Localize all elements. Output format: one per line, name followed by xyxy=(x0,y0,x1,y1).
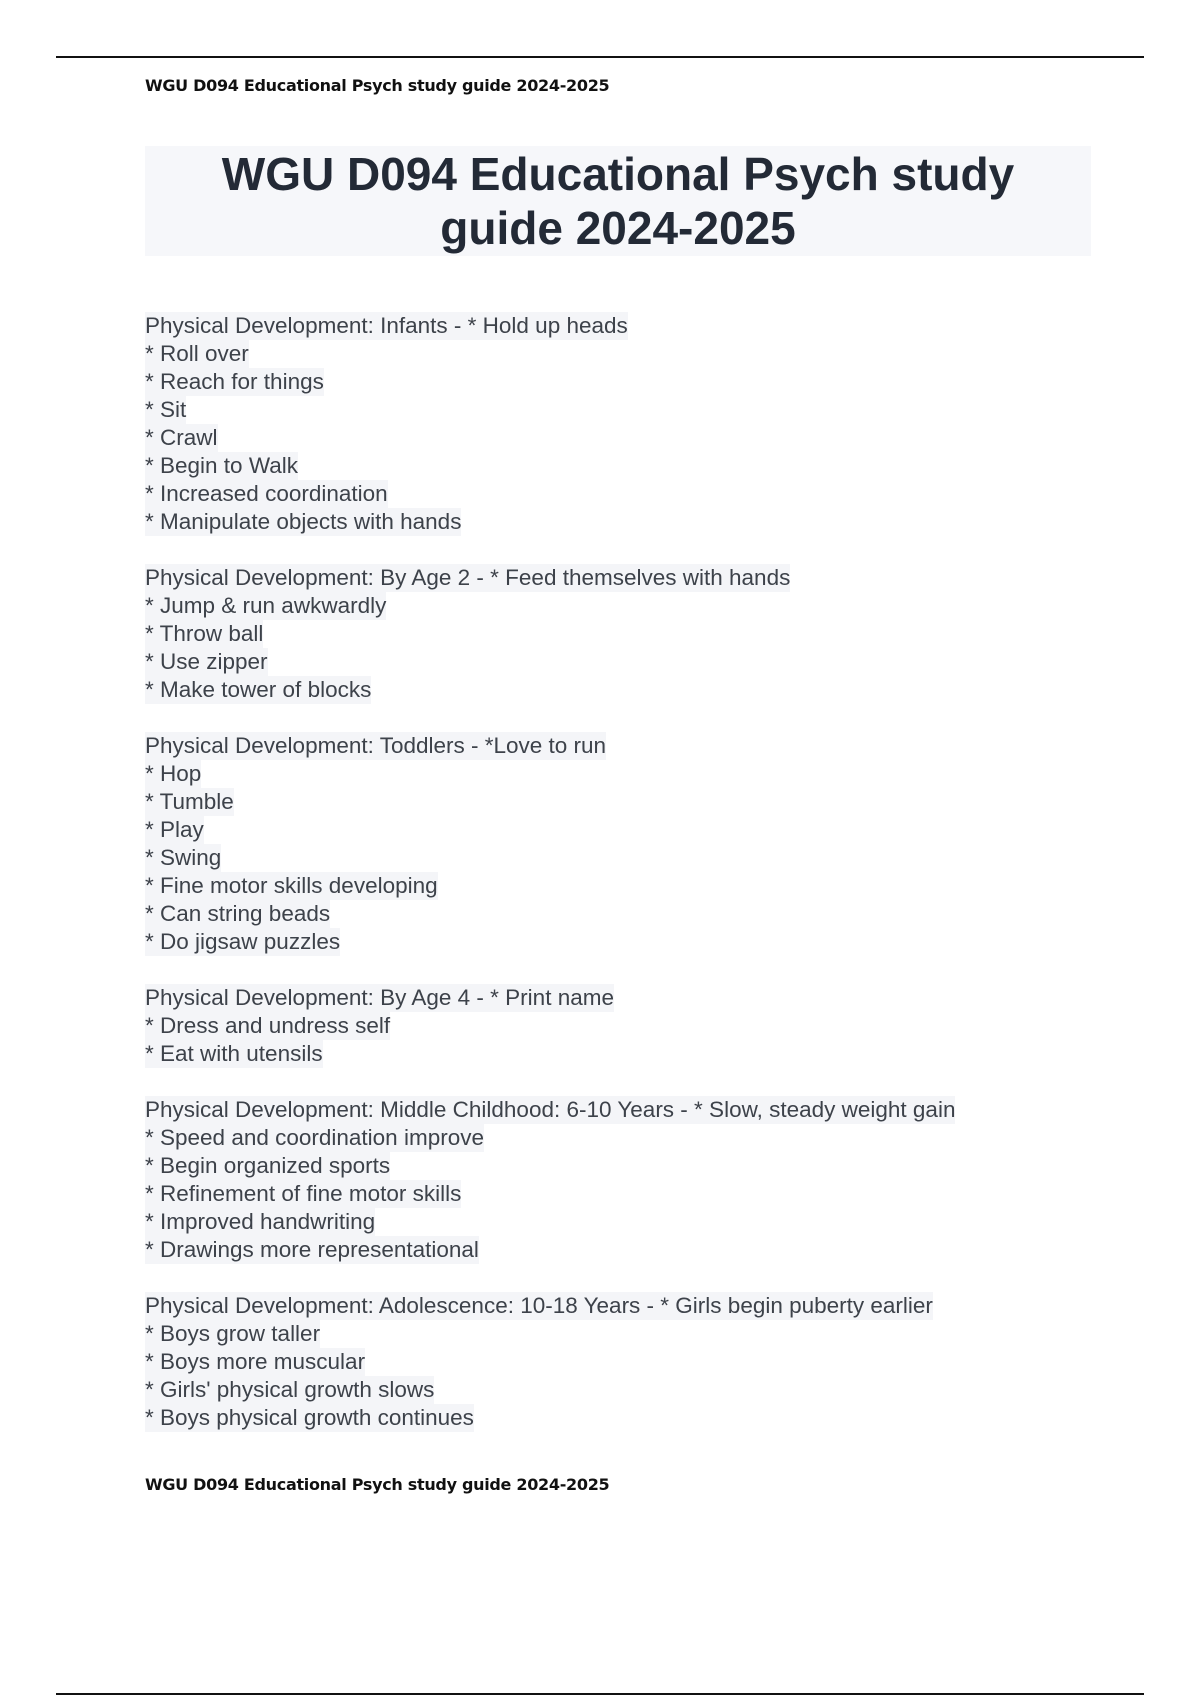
bullet-line: * Boys grow taller xyxy=(145,1321,321,1346)
bullet-line: * Dress and undress self xyxy=(145,1013,391,1038)
section-heading-line: Physical Development: By Age 4 - * Print name xyxy=(145,985,614,1010)
running-header: WGU D094 Educational Psych study guide 2024-2025 xyxy=(145,76,610,95)
bullet-line: * Begin to Walk xyxy=(145,453,298,478)
section-age-2 xyxy=(145,564,1125,704)
running-footer: WGU D094 Educational Psych study guide 2024-2025 xyxy=(145,1475,610,1494)
section-heading-line: Physical Development: Infants - * Hold up heads xyxy=(145,313,628,338)
section-middle-childhood xyxy=(145,1096,1125,1264)
bullet-line: * Sit xyxy=(145,397,187,422)
bullet-line: * Throw ball xyxy=(145,621,264,646)
section-heading-line: Physical Development: Adolescence: 10-18 Years - * Girls begin puberty earlier xyxy=(145,1293,933,1318)
section-toddlers xyxy=(145,732,1125,956)
bullet-line: * Boys physical growth continues xyxy=(145,1405,474,1430)
page-title: WGU D094 Educational Psych study guide 2024-2025 xyxy=(221,148,1015,254)
bullet-line: * Tumble xyxy=(145,789,234,814)
title-banner xyxy=(145,146,1091,256)
section-infants xyxy=(145,312,1125,536)
section-age-4 xyxy=(145,984,1125,1068)
bullet-line: * Boys more muscular xyxy=(145,1349,366,1374)
bullet-line: * Increased coordination xyxy=(145,481,388,506)
bullet-line: * Refinement of fine motor skills xyxy=(145,1181,462,1206)
top-divider xyxy=(56,56,1144,58)
bullet-line: * Begin organized sports xyxy=(145,1153,391,1178)
bullet-line: * Improved handwriting xyxy=(145,1209,376,1234)
bullet-line: * Reach for things xyxy=(145,369,324,394)
section-heading-line: Physical Development: Middle Childhood: 6-10 Years - * Slow, steady weight gain xyxy=(145,1097,956,1122)
section-heading-line: Physical Development: By Age 2 - * Feed themselves with hands xyxy=(145,565,791,590)
bullet-line: * Play xyxy=(145,817,204,842)
section-heading-line: Physical Development: Toddlers - *Love to run xyxy=(145,733,607,758)
bullet-line: * Do jigsaw puzzles xyxy=(145,929,341,954)
bullet-line: * Crawl xyxy=(145,425,218,450)
bullet-line: * Speed and coordination improve xyxy=(145,1125,484,1150)
bullet-line: * Drawings more representational xyxy=(145,1237,479,1262)
section-adolescence xyxy=(145,1292,1125,1432)
bullet-line: * Can string beads xyxy=(145,901,331,926)
bullet-line: * Roll over xyxy=(145,341,249,366)
bullet-line: * Fine motor skills developing xyxy=(145,873,438,898)
bullet-line: * Hop xyxy=(145,761,202,786)
bullet-line: * Jump & run awkwardly xyxy=(145,593,387,618)
bottom-divider xyxy=(56,1693,1144,1695)
study-guide-content xyxy=(145,312,1125,1460)
bullet-line: * Eat with utensils xyxy=(145,1041,323,1066)
bullet-line: * Make tower of blocks xyxy=(145,677,372,702)
bullet-line: * Swing xyxy=(145,845,222,870)
bullet-line: * Manipulate objects with hands xyxy=(145,509,462,534)
bullet-line: * Girls' physical growth slows xyxy=(145,1377,435,1402)
bullet-line: * Use zipper xyxy=(145,649,268,674)
